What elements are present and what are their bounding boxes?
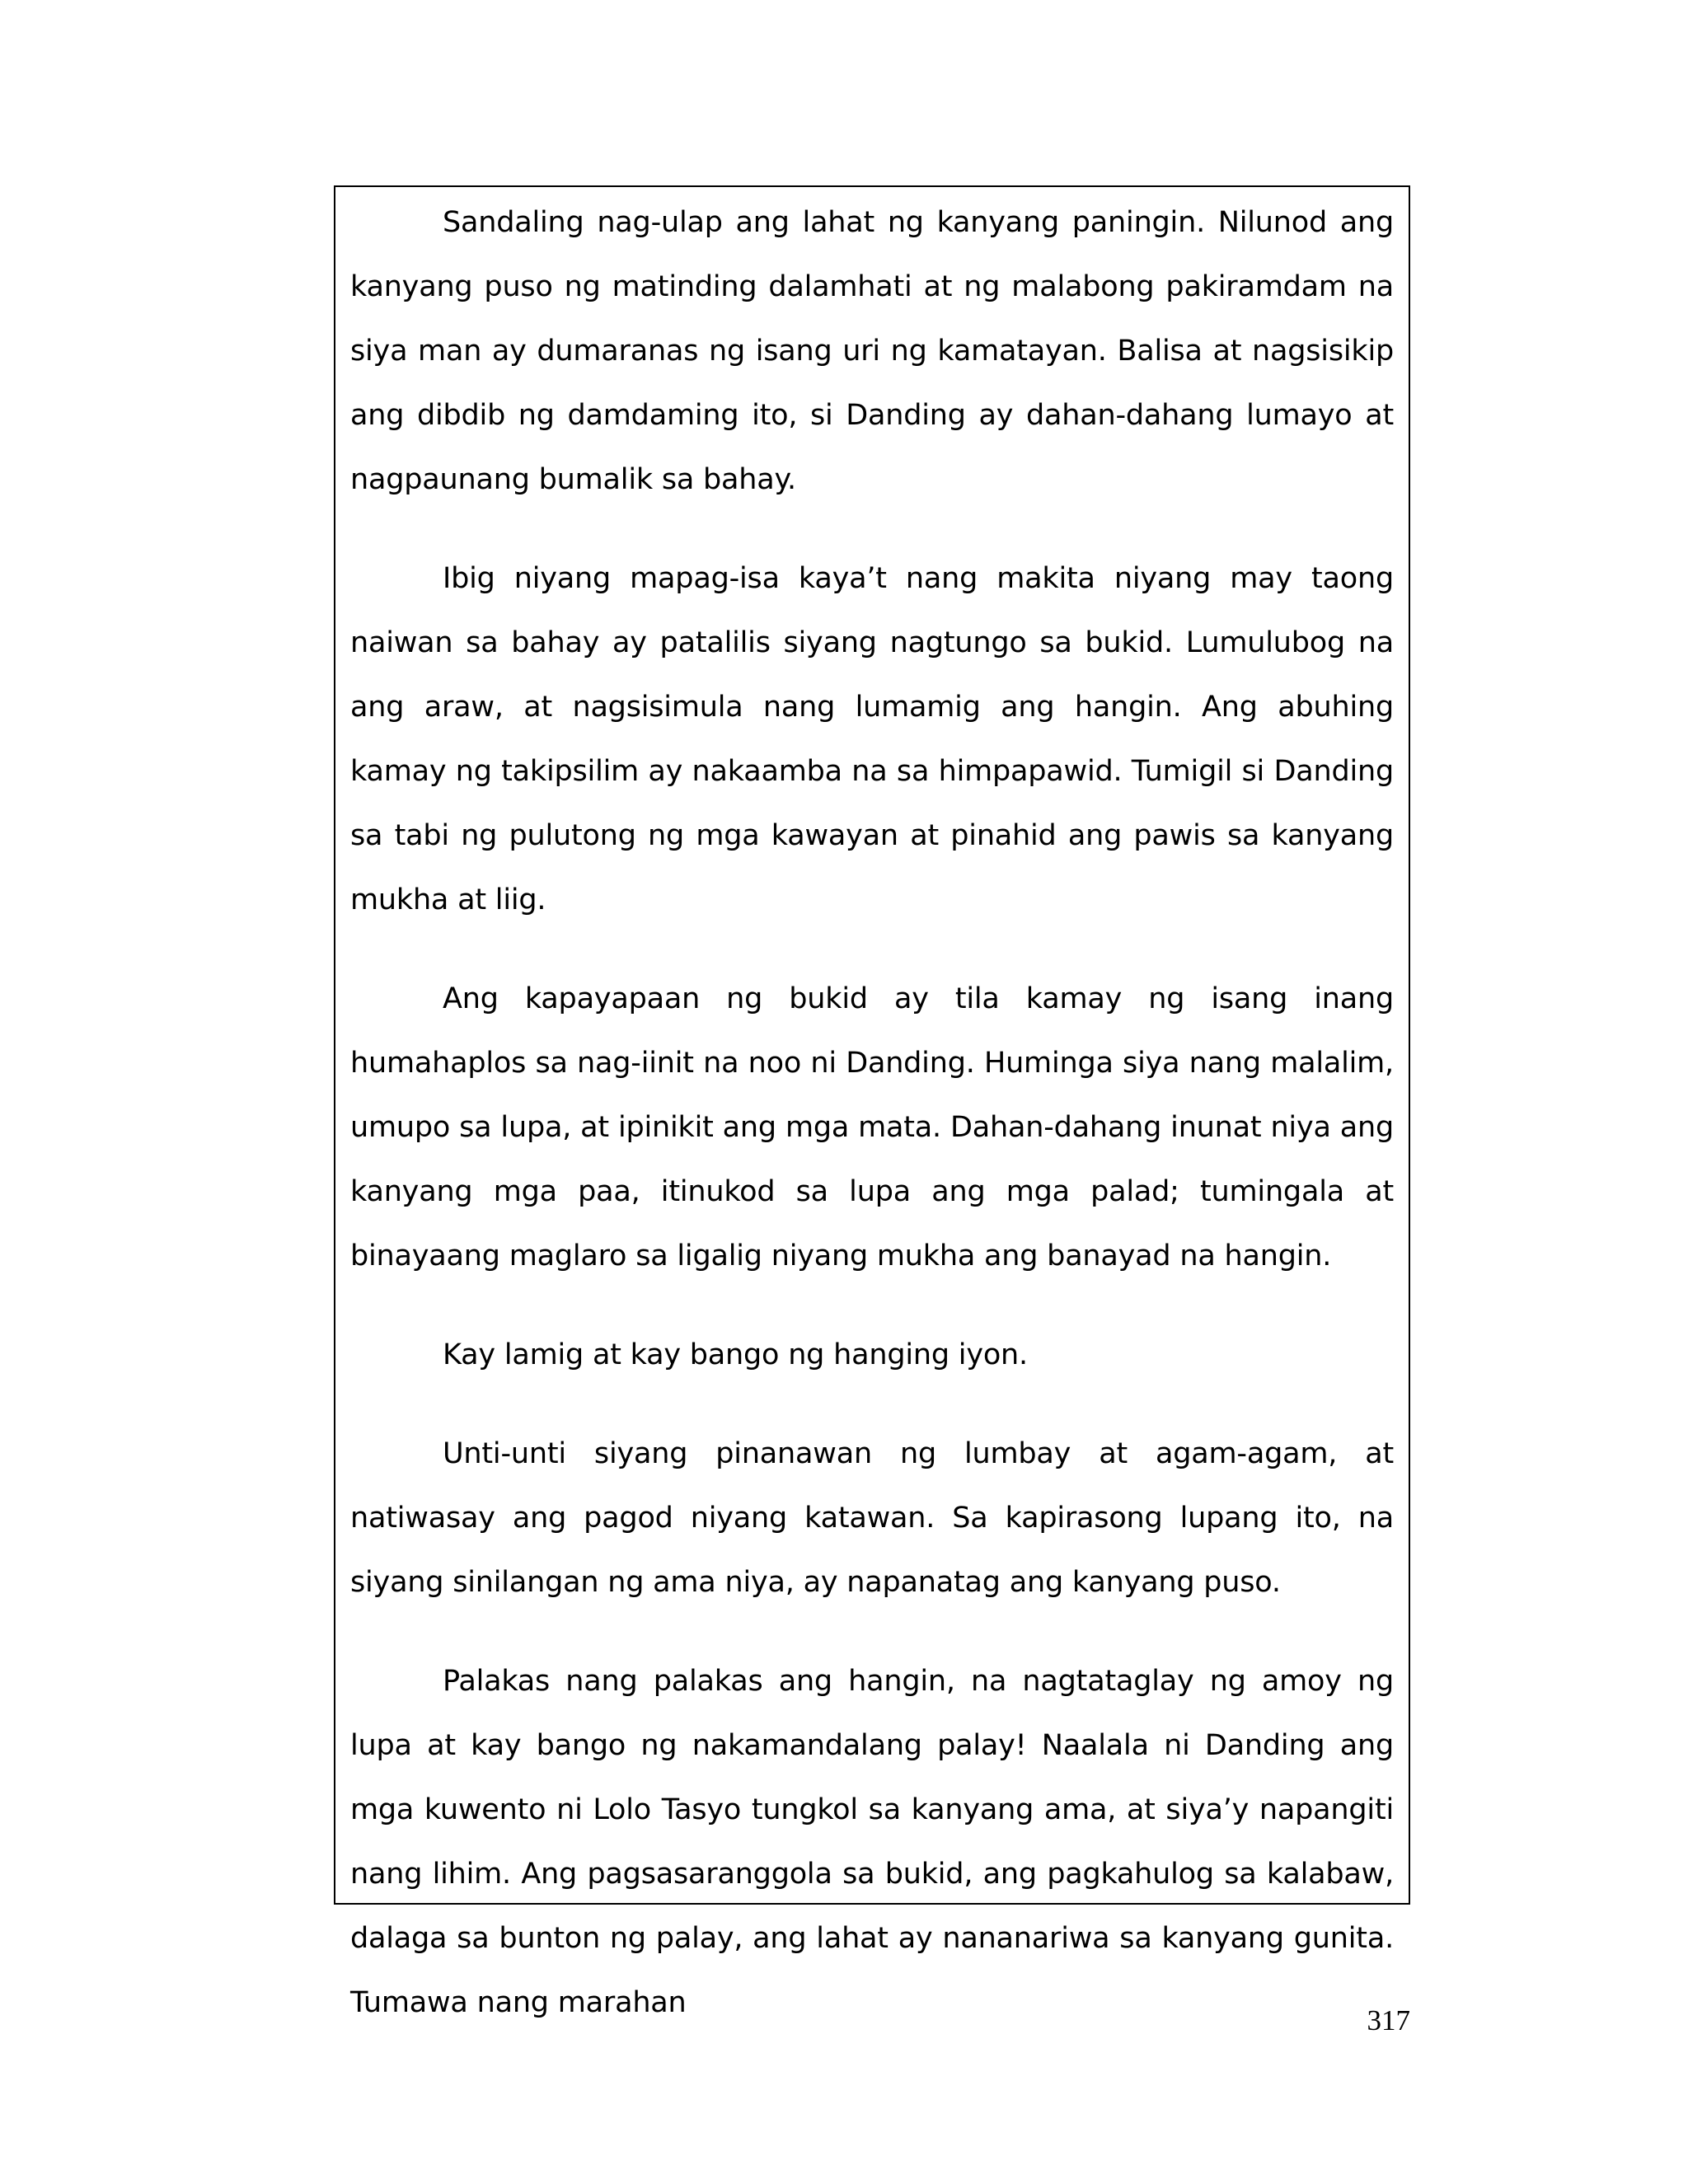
story-paragraph-5: Unti-unti siyang pinanawan ng lumbay at agam-agam, at natiwasay ang pagod niyang katawan. Sa kapirasong lupang ito, na siyang sinilangan ng ama niya, ay napanatag ang kanyang puso. <box>350 1437 1394 1599</box>
story-paragraph-6: Palakas nang palakas ang hangin, na nagtataglay ng amoy ng lupa at kay bango ng nakamandalang palay! Naalala ni Danding ang mga kuwento ni Lolo Tasyo tungkol sa kanyang ama, at siya’y napangiti nang lihim. Ang pagsasaranggola sa bukid, ang pagkahulog sa kalabaw, dalaga sa bunton ng palay, ang lahat ay nananariwa sa kanyang gunita. Tumawa nang marahan <box>350 1665 1394 2019</box>
story-paragraph-4: Kay lamig at kay bango ng hanging iyon. <box>443 1338 1028 1371</box>
story-text-box <box>334 185 1410 2019</box>
story-paragraph-1: Sandaling nag-ulap ang lahat ng kanyang paningin. Nilunod ang kanyang puso ng matinding dalamhati at ng malabong pakiramdam na siya man ay dumaranas ng isang uri ng kamatayan. Balisa at nagsisikip ang dibdib ng damdaming ito, si Danding ay dahan-dahang lumayo at nagpaunang bumalik sa bahay. <box>350 206 1394 496</box>
story-paragraph-3: Ang kapayapaan ng bukid ay tila kamay ng isang inang humahaplos sa nag-iinit na noo ni Danding. Huminga siya nang malalim, umupo sa lupa, at ipinikit ang mga mata. Dahan-dahang inunat niya ang kanyang mga paa, itinukod sa lupa ang mga palad; tumingala at binayaang maglaro sa ligalig niyang mukha ang banayad na hangin. <box>350 982 1394 1272</box>
page-number: 317 <box>1367 2004 1410 2036</box>
story-paragraph-2: Ibig niyang mapag-isa kaya’t nang makita niyang may taong naiwan sa bahay ay patalilis siyang nagtungo sa bukid. Lumulubog na ang araw, at nagsisimula nang lumamig ang hangin. Ang abuhing kamay ng takipsilim ay nakaamba na sa himpapawid. Tumigil si Danding sa tabi ng pulutong ng mga kawayan at pinahid ang pawis sa kanyang mukha at liig. <box>350 562 1394 916</box>
